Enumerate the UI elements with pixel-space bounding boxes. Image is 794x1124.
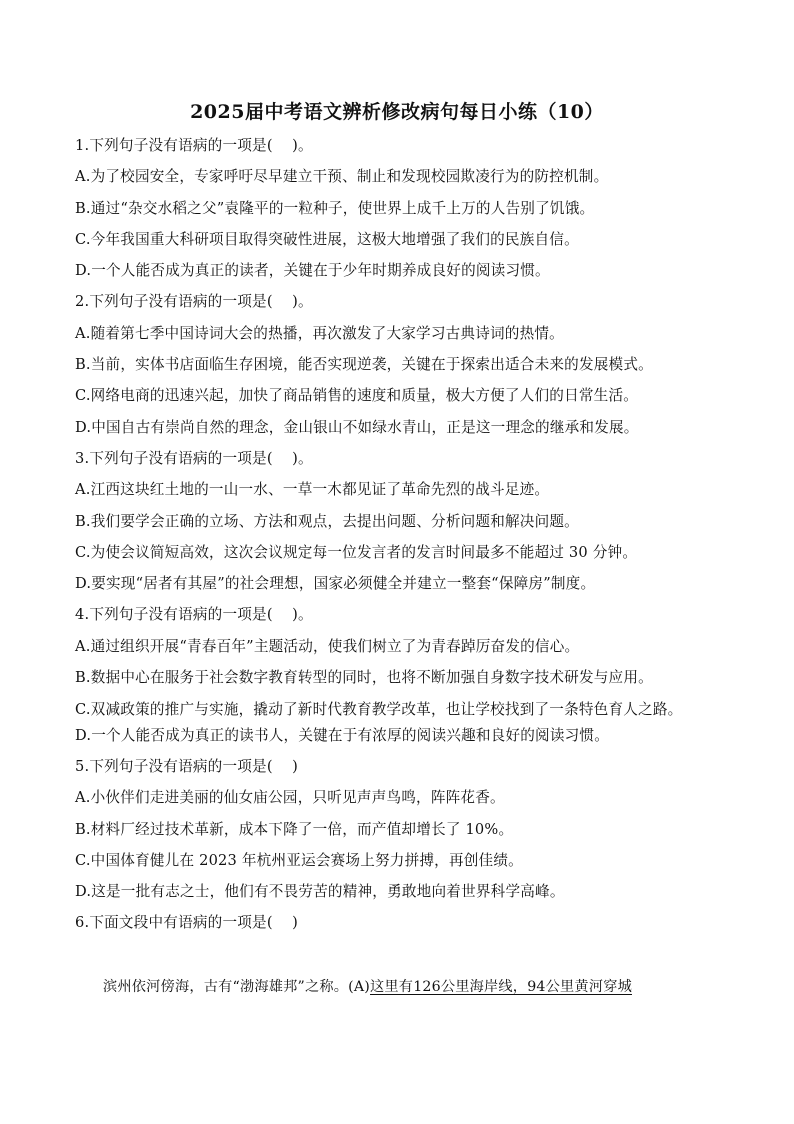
option-line: D.一个人能否成为真正的读书人，关键在于有浓厚的阅读兴趣和良好的阅读习惯。 [75, 726, 610, 744]
option-line: C.网络电商的迅速兴起，加快了商品销售的速度和质量，极大方便了人们的日常生活。 [75, 387, 639, 405]
option-line: B.当前，实体书店面临生存困境，能否实现逆袭，关键在于探索出适合未来的发展模式。 [75, 356, 653, 374]
option-line: A.为了校园安全，专家呼吁尽早建立干预、制止和发现校园欺凌行为的防控机制。 [75, 168, 609, 186]
question-stem: 5.下列句子没有语病的一项是( ) [75, 757, 298, 775]
passage-text [103, 976, 632, 996]
option-line: D.中国自古有崇尚自然的理念，金山银山不如绿水青山，正是这一理念的继承和发展。 [75, 418, 639, 436]
question-stem: 2.下列句子没有语病的一项是( )。 [75, 293, 313, 311]
option-line: D.一个人能否成为真正的读者，关键在于少年时期养成良好的阅读习惯。 [75, 262, 550, 280]
option-line: C.为使会议简短高效，这次会议规定每一位发言者的发言时间最多不能超过 30 分钟。 [75, 543, 638, 561]
question-list [75, 136, 725, 945]
question-stem: 6.下面文段中有语病的一项是( ) [75, 914, 298, 932]
option-line: A.通过组织开展“青春百年”主题活动，使我们树立了为青春踔厉奋发的信心。 [75, 637, 580, 655]
page-title: 2025届中考语文辨析修改病句每日小练（10） [190, 101, 604, 123]
passage-plain: 滨州依河傍海，古有“渤海雄邦”之称。(A) [103, 979, 371, 995]
question-stem: 4.下列句子没有语病的一项是( )。 [75, 606, 313, 624]
option-line: B.通过“杂交水稻之父”袁隆平的一粒种子，使世界上成千上万的人告别了饥饿。 [75, 199, 595, 217]
option-line: B.材料厂经过技术革新，成本下降了一倍，而产值却增长了 10%。 [75, 820, 514, 838]
question-stem: 1.下列句子没有语病的一项是( )。 [75, 137, 313, 154]
option-line: A.随着第七季中国诗词大会的热播，再次激发了大家学习古典诗词的热情。 [75, 324, 564, 342]
option-line: C.中国体育健儿在 2023 年杭州亚运会赛场上努力拼搏，再创佳绩。 [75, 851, 523, 869]
option-line: D.要实现“居者有其屋”的社会理想，国家必须健全并建立一整套“保障房”制度。 [75, 575, 596, 593]
passage-underlined: 这里有126公里海岸线，94公里黄河穿城 [370, 979, 632, 995]
question-stem: 3.下列句子没有语病的一项是( )。 [75, 449, 313, 467]
option-line: B.数据中心在服务于社会数字教育转型的同时，也将不断加强自身数字技术研发与应用。 [75, 669, 653, 687]
option-line: D.这是一批有志之士，他们有不畏劳苦的精神，勇敢地向着世界科学高峰。 [75, 883, 565, 901]
option-line: A.小伙伴们走进美丽的仙女庙公园，只听见声声鸟鸣，阵阵花香。 [75, 789, 505, 807]
option-line: A.江西这块红土地的一山一水、一草一木都见证了革命先烈的战斗足迹。 [75, 481, 550, 499]
option-line: B.我们要学会正确的立场、方法和观点，去提出问题、分析问题和解决问题。 [75, 512, 579, 530]
option-line: C.双减政策的推广与实施，撬动了新时代教育教学改革，也让学校找到了一条特色育人之路。 [75, 701, 683, 719]
option-line: C.今年我国重大科研项目取得突破性进展，这极大地增强了我们的民族自信。 [75, 230, 579, 248]
